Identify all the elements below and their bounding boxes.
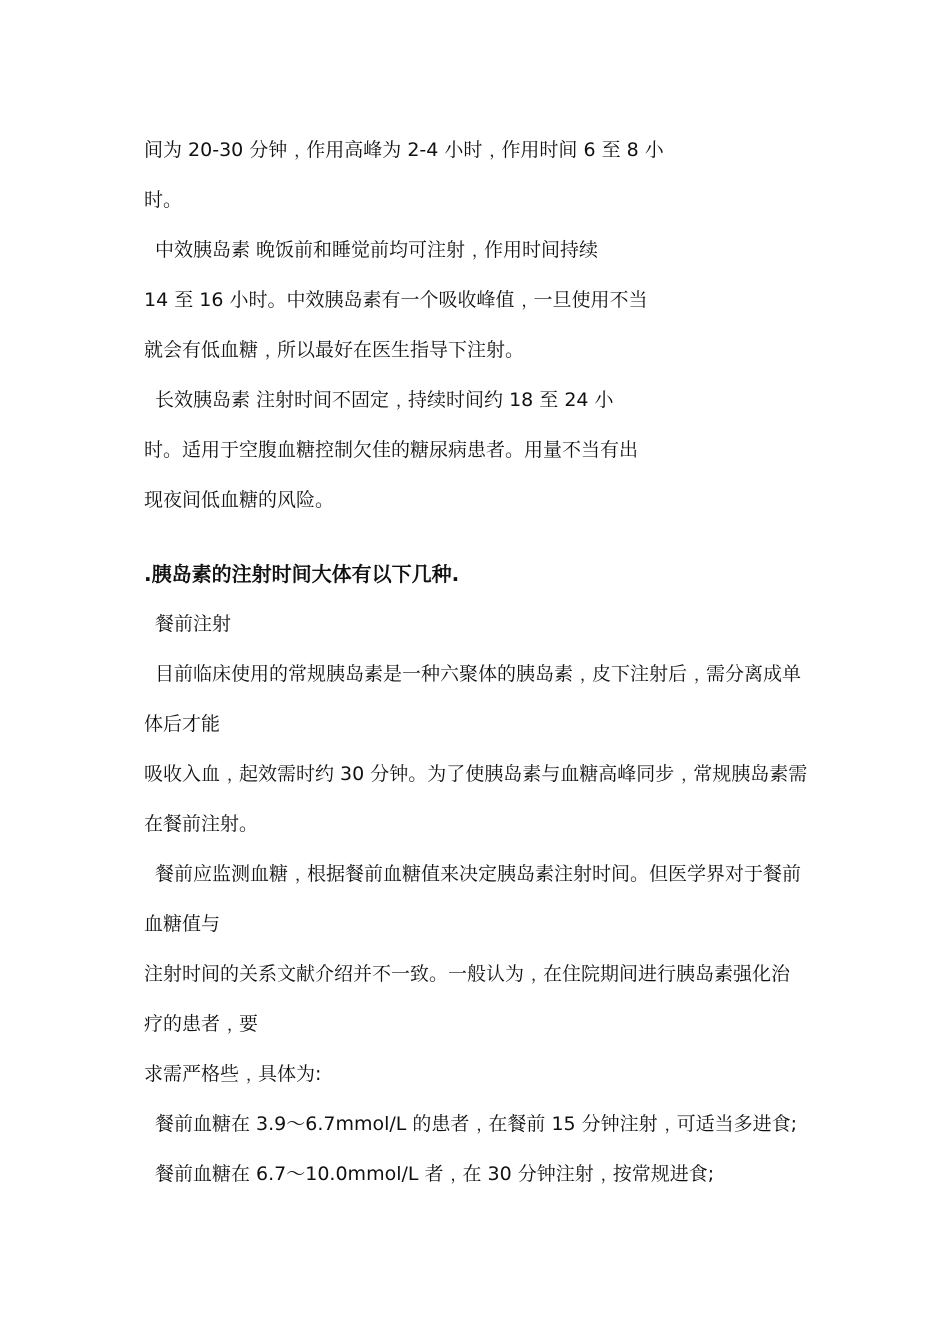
text-line: 14 至 16 小时。中效胰岛素有一个吸收峰值﹐一旦使用不当 [144,289,648,311]
text-line: 疗的患者﹐要 [144,1013,259,1035]
text-line: 现夜间低血糖的风险。 [144,489,335,511]
text-line: 在餐前注射。 [144,813,259,835]
text-line: 就会有低血糖﹐所以最好在医生指导下注射。 [144,339,525,361]
text-line: 间为 20-30 分钟﹐作用高峰为 2-4 小时﹐作用时间 6 至 8 小 [144,139,664,161]
text-line: 餐前血糖在 3.9～6.7mmol/L 的患者﹐在餐前 15 分钟注射﹐可适当多进食; [155,1113,798,1135]
text-line: 吸收入血﹐起效需时约 30 分钟。为了使胰岛素与血糖高峰同步﹐常规胰岛素需 [144,763,808,785]
text-line: 餐前应监测血糖﹐根据餐前血糖值来决定胰岛素注射时间。但医学界对于餐前 [155,863,802,885]
text-line: 血糖值与 [144,913,221,935]
text-line: 时。 [144,189,183,211]
text-line: 目前临床使用的常规胰岛素是一种六聚体的胰岛素﹐皮下注射后﹐需分离成单 [155,663,802,685]
text-line: 体后才能 [144,713,221,735]
text-line: 求需严格些﹐具体为: [144,1063,322,1085]
text-line: 长效胰岛素 注射时间不固定﹐持续时间约 18 至 24 小 [155,389,614,411]
text-line: 餐前血糖在 6.7～10.0mmol/L 者﹐在 30 分钟注射﹐按常规进食; [155,1163,715,1185]
section-heading: .胰岛素的注射时间大体有以下几种. [144,562,460,586]
text-line: 中效胰岛素 晚饭前和睡觉前均可注射﹐作用时间持续 [155,239,599,261]
text-line: 时。适用于空腹血糖控制欠佳的糖尿病患者。用量不当有出 [144,439,639,461]
text-line: 注射时间的关系文献介绍并不一致。一般认为﹐在住院期间进行胰岛素强化治 [144,963,791,985]
text-line: 餐前注射 [155,613,232,635]
